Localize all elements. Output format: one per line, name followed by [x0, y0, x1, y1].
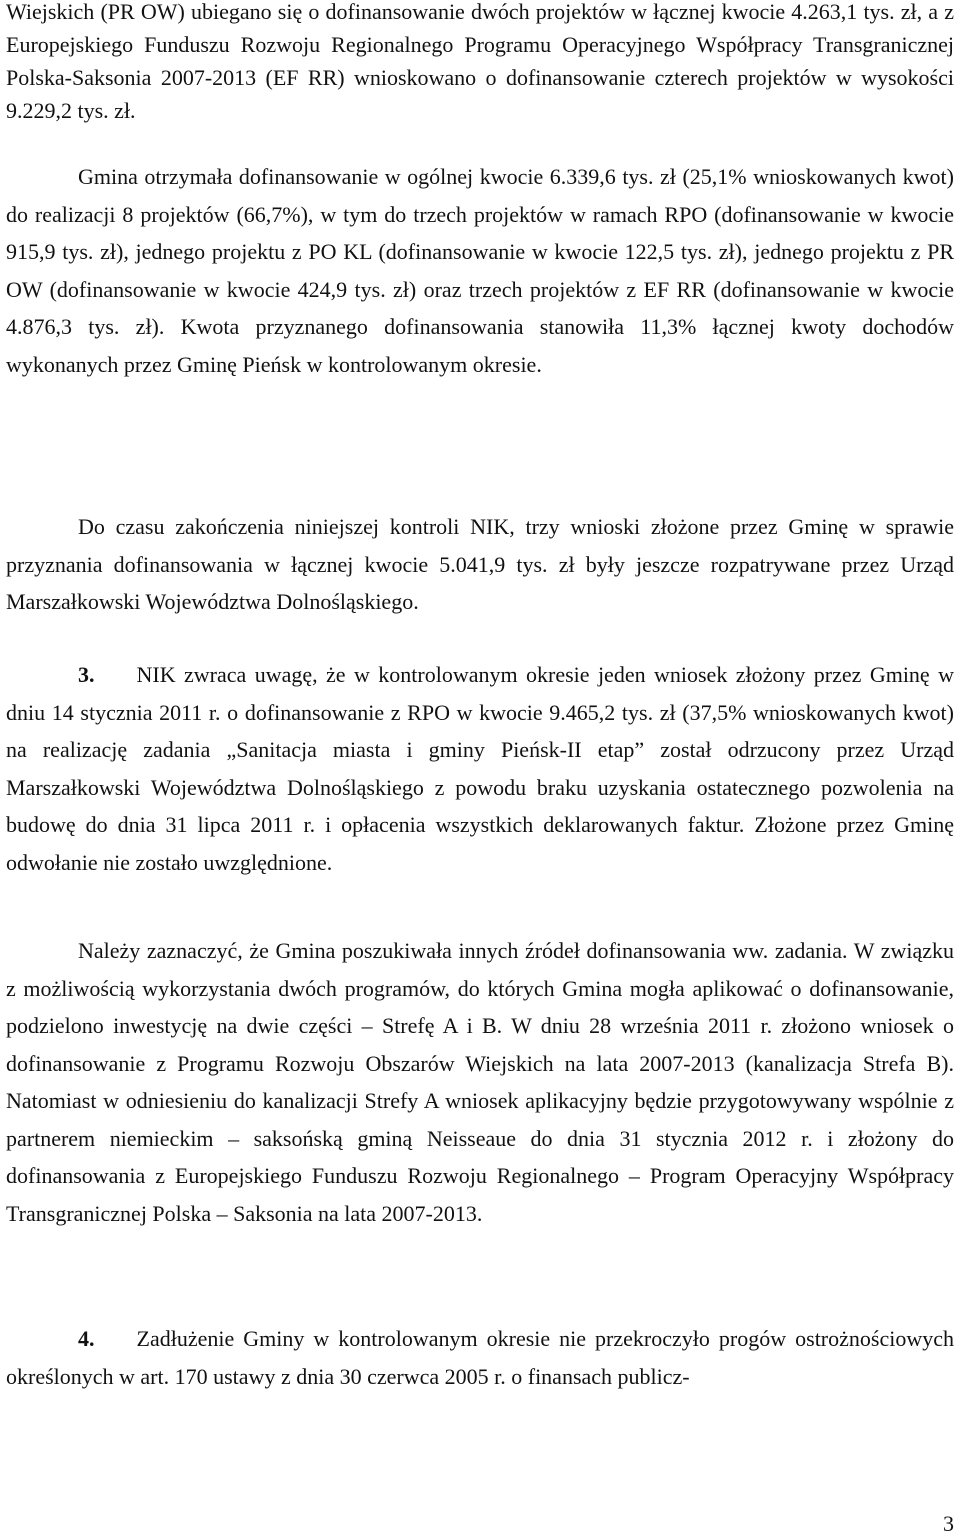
paragraph-other-sources: Należy zaznaczyć, że Gmina poszukiwała innych źródeł dofinansowania ww. zadania. W związku z możliwością wykorzystania dwóch programów, do których Gmina mogła aplikować o dofinansowanie, podzielono inwestycję na dwie części – Strefę A i B. W dniu 28 września 2011 r. złożono wniosek o dofinansowanie z Programu Rozwoju Obszarów Wiejskich na lata 2007-2013 (kanalizacja Strefa B). Natomiast w odniesieniu do kanalizacji Strefy A wniosek aplikacyjny będzie przygotowywany wspólnie z partnerem niemieckim – saksońską gminą Neisseaue do dnia 31 stycznia 2012 r. i złożony do dofinansowania z Europejskiego Funduszu Rozwoju Regionalnego – Program Operacyjny Współpracy Transgranicznej Polska – Saksonia na lata 2007-2013.	[6, 938, 954, 1226]
point-number-3: 3.	[78, 662, 95, 687]
page-number: 3	[943, 1511, 954, 1536]
point-number-4: 4.	[78, 1326, 95, 1351]
paragraph-point-4	[6, 1320, 954, 1395]
point-3-text: NIK zwraca uwagę, że w kontrolowanym okresie jeden wniosek złożony przez Gminę w dniu 14 stycznia 2011 r. o dofinansowanie z RPO w kwocie 9.465,2 tys. zł (37,5% wnioskowanych kwot) na realizację zadania „Sanitacja miasta i gminy Pieńsk-II etap” został odrzucony przez Urząd Marszałkowski Województwa Dolnośląskiego z powodu braku uzyskania ostatecznego pozwolenia na budowę do dnia 31 lipca 2011 r. i opłacenia wszystkich deklarowanych faktur. Złożone przez Gminę odwołanie nie zostało uwzględnione.	[6, 662, 954, 875]
paragraph-point-3	[6, 656, 954, 881]
paragraph-funding-received: Gmina otrzymała dofinansowanie w ogólnej kwocie 6.339,6 tys. zł (25,1% wnioskowanych kwot) do realizacji 8 projektów (66,7%), w tym do trzech projektów w ramach RPO (dofinansowanie w kwocie 915,9 tys. zł), jednego projektu z PO KL (dofinansowanie w kwocie 122,5 tys. zł), jednego projektu z PR OW (dofinansowanie w kwocie 424,9 tys. zł) oraz trzech projektów z EF RR (dofinansowanie w kwocie 4.876,3 tys. zł). Kwota przyznanego dofinansowania stanowiła 11,3% łącznej kwoty dochodów wykonanych przez Gminę Pieńsk w kontrolowanym okresie.	[6, 164, 954, 377]
paragraph-funding-applications: Wiejskich (PR OW) ubiegano się o dofinansowanie dwóch projektów w łącznej kwocie 4.263,1 tys. zł, a z Europejskiego Funduszu Rozwoju Regionalnego Programu Operacyjnego Współpracy Transgranicznej Polska-Saksonia 2007-2013 (EF RR) wnioskowano o dofinansowanie czterech projektów w wysokości 9.229,2 tys. zł.	[6, 0, 954, 123]
paragraph-pending-applications: Do czasu zakończenia niniejszej kontroli NIK, trzy wnioski złożone przez Gminę w sprawie przyznania dofinansowania w łącznej kwocie 5.041,9 tys. zł były jeszcze rozpatrywane przez Urząd Marszałkowski Województwa Dolnośląskiego.	[6, 514, 954, 614]
point-4-text: Zadłużenie Gminy w kontrolowanym okresie nie przekroczyło progów ostrożnościowych określonych w art. 170 ustawy z dnia 30 czerwca 2005 r. o finansach publicz-	[6, 1326, 954, 1389]
